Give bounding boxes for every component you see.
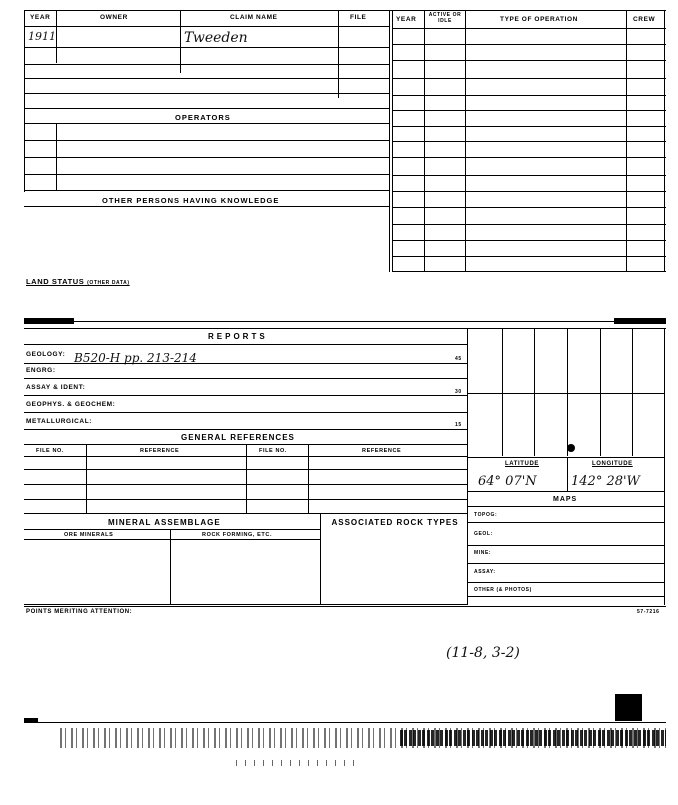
- bottom-border: [24, 722, 666, 723]
- col-owner: OWNER: [100, 14, 128, 21]
- latitude-label: LATITUDE: [505, 461, 540, 467]
- general-references-heading: GENERAL REFERENCES: [181, 433, 295, 442]
- ref-file-no-2: FILE NO.: [259, 448, 288, 454]
- geology-label: GEOLOGY:: [26, 351, 66, 358]
- maps-topog-label: TOPOG:: [474, 512, 498, 518]
- handwritten-coordinates: (11-8, 3-2): [446, 645, 520, 661]
- assay-ident-label: ASSAY & IDENT:: [26, 384, 86, 391]
- separator-right: [614, 318, 666, 324]
- col-year: YEAR: [30, 14, 51, 21]
- maps-other-label: OTHER (& PHOTOS): [474, 587, 532, 593]
- geology-reference: B520-H pp. 213-214: [74, 351, 197, 365]
- maps-assay-label: ASSAY:: [474, 569, 496, 575]
- maps-mine-label: MINE:: [474, 550, 492, 556]
- ref-reference-1: REFERENCE: [140, 448, 180, 454]
- maps-geol-label: GEOL:: [474, 531, 493, 537]
- ore-minerals-label: ORE MINERALS: [64, 532, 114, 538]
- registration-mark: [615, 694, 642, 721]
- col-file: FILE: [350, 14, 367, 21]
- other-persons-heading: OTHER PERSONS HAVING KNOWLEDGE: [102, 196, 280, 205]
- engrg-label: ENGRG:: [26, 367, 56, 374]
- claim-name-entry: Tweeden: [184, 30, 248, 46]
- operators-heading: OPERATORS: [175, 113, 231, 122]
- reports-heading: REPORTS: [208, 332, 268, 341]
- col-type-of-operation: TYPE OF OPERATION: [500, 16, 578, 23]
- ops-header-rule: [392, 28, 666, 29]
- claim-year-entry: 1911: [28, 30, 56, 43]
- margin-45: 45: [455, 356, 462, 362]
- margin-30: 30: [455, 389, 462, 395]
- ref-file-no-1: FILE NO.: [36, 448, 65, 454]
- scan-noise-dense: [400, 730, 666, 746]
- longitude-label: LONGITUDE: [592, 461, 633, 467]
- col-claim-name: CLAIM NAME: [230, 14, 278, 21]
- maps-heading: MAPS: [553, 496, 578, 503]
- scan-noise-specks: [236, 760, 356, 766]
- longitude-value: 142° 28'W: [571, 474, 640, 489]
- top-border: [24, 10, 666, 11]
- col-ops-year: YEAR: [396, 16, 417, 23]
- metallurgical-label: METALLURGICAL:: [26, 418, 93, 425]
- map-pin-icon: [567, 444, 575, 452]
- col-crew: CREW: [633, 16, 656, 23]
- latitude-value: 64° 07'N: [478, 474, 537, 489]
- claims-header-rule: [24, 26, 390, 27]
- geophys-label: GEOPHYS. & GEOCHEM:: [26, 401, 116, 408]
- margin-15: 15: [455, 422, 462, 428]
- mineral-assemblage-heading: MINERAL ASSEMBLAGE: [108, 518, 221, 527]
- associated-rock-types-heading: ASSOCIATED ROCK TYPES: [331, 518, 459, 527]
- col-active-idle: ACTIVE OR IDLE: [428, 12, 462, 24]
- points-meriting-attention-label: POINTS MERITING ATTENTION:: [26, 609, 133, 615]
- rock-forming-label: ROCK FORMING, ETC.: [202, 532, 273, 538]
- land-status-label: LAND STATUS (OTHER DATA): [26, 277, 130, 286]
- form-number: 57-7216: [637, 609, 660, 615]
- ref-reference-2: REFERENCE: [362, 448, 402, 454]
